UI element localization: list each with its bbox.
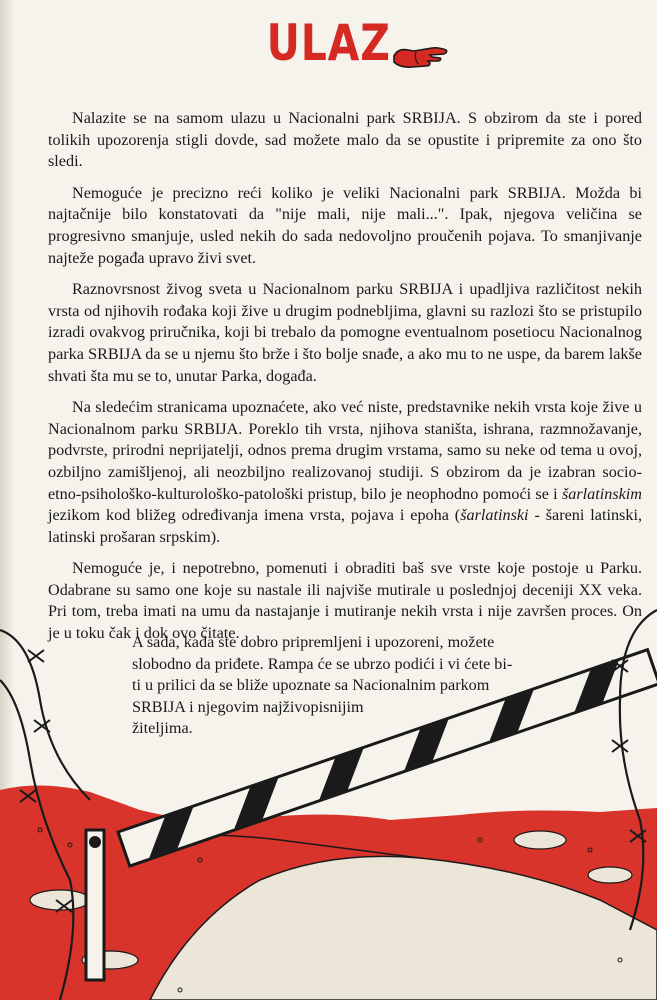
paragraph-1: Nalazite se na samom ulazu u Nacionalni park SRBIJA. S obzirom da ste i pored tolikih upozorenja stigli dovde, sad možete malo da se opustite i pripremite za ono što sledi.	[48, 109, 642, 171]
closing-line-5: žiteljima.	[132, 719, 193, 738]
main-text	[48, 108, 642, 655]
paragraph-4-part-3: - šareni latinski, latinski prošaran srpskim).	[48, 506, 642, 546]
paragraph-4-part-2: jezikom kod bližeg određivanja imena vrsta, pojava i epoha (	[48, 506, 461, 525]
paragraph-4-italic-2: šarlatinski	[460, 506, 529, 525]
closing-line-1: A sada, kada ste dobro pripremljeni i upozoreni, možete	[132, 633, 495, 651]
paragraph-4	[48, 397, 642, 548]
closing-text	[132, 632, 552, 740]
page-title: ULAZ	[266, 14, 391, 72]
closing-line-2: slobodno da priđete. Rampa će se ubrzo podići i vi ćete bi-	[132, 654, 513, 673]
closing-line-3: ti u prilici da se bliže upoznate sa Nacionalnim parkom	[132, 676, 490, 695]
paragraph-3: Raznovrsnost živog sveta u Nacionalnom parku SRBIJA i upadljiva različitost nekih vrsta od njihovih rođaka koji žive u drugim podnebljima, glavni su razlozi što se pristupilo izradi ovakvog priručnika, koji bi trebalo da pomogne eventualnom posetiocu Nacionalnog parka SRBIJA da se u njemu što brže i što bolje snađe, a ako mu to ne uspe, da barem lakše shvati šta mu se to, unutar Parka, događa.	[48, 280, 642, 385]
pointing-hand-icon	[392, 42, 450, 72]
paragraph-5: Nemoguće je, i nepotrebno, pomenuti i obraditi baš sve vrste koje postoje u Parku. Odabrane su samo one koje su nastale ili najviše mutirale u poslednjoj deceniji XX veka. Pri tom, treba imati na umu da nastajanje i mutiranje nekih vrsta i nije završen proces. On je u toku čak i dok ovo čitate.	[48, 559, 642, 643]
paragraph-4-italic-1: šarlatinskim	[561, 484, 642, 503]
closing-line-4: SRBIJA i njegovim najživopisnijim	[132, 697, 364, 716]
title-block	[0, 14, 657, 72]
paragraph-2: Nemoguće je precizno reći koliko je veliki Nacionalni park SRBIJA. Možda bi najtačnije bilo konstatovati da "nije mali, nije mali...". Ipak, njegova veličina se progresivno smanjuje, usled nekih do sada nedovoljno proučenih pojava. To smanjivanje najteže pogađa upravo živi svet.	[48, 183, 642, 267]
paragraph-4-part-1: Na sledećim stranicama upoznaćete, ako već niste, predstavnike nekih vrsta koje žive u Nacionalnom parku SRBIJA. Poreklo tih vrsta, njihova staništa, ishrana, razmnožavanje, podvrste, prirodni neprijatelji, odnos prema drugim vrstama, samo su neke od tema u ovoj, ozbiljno zamišljenoj, ali neozbiljno realizovanoj studiji. S obzirom da je izabran socio-etno-psihološko-kulturološko-patološki pristup, bilo je neophodno pomoći se i	[48, 398, 642, 503]
